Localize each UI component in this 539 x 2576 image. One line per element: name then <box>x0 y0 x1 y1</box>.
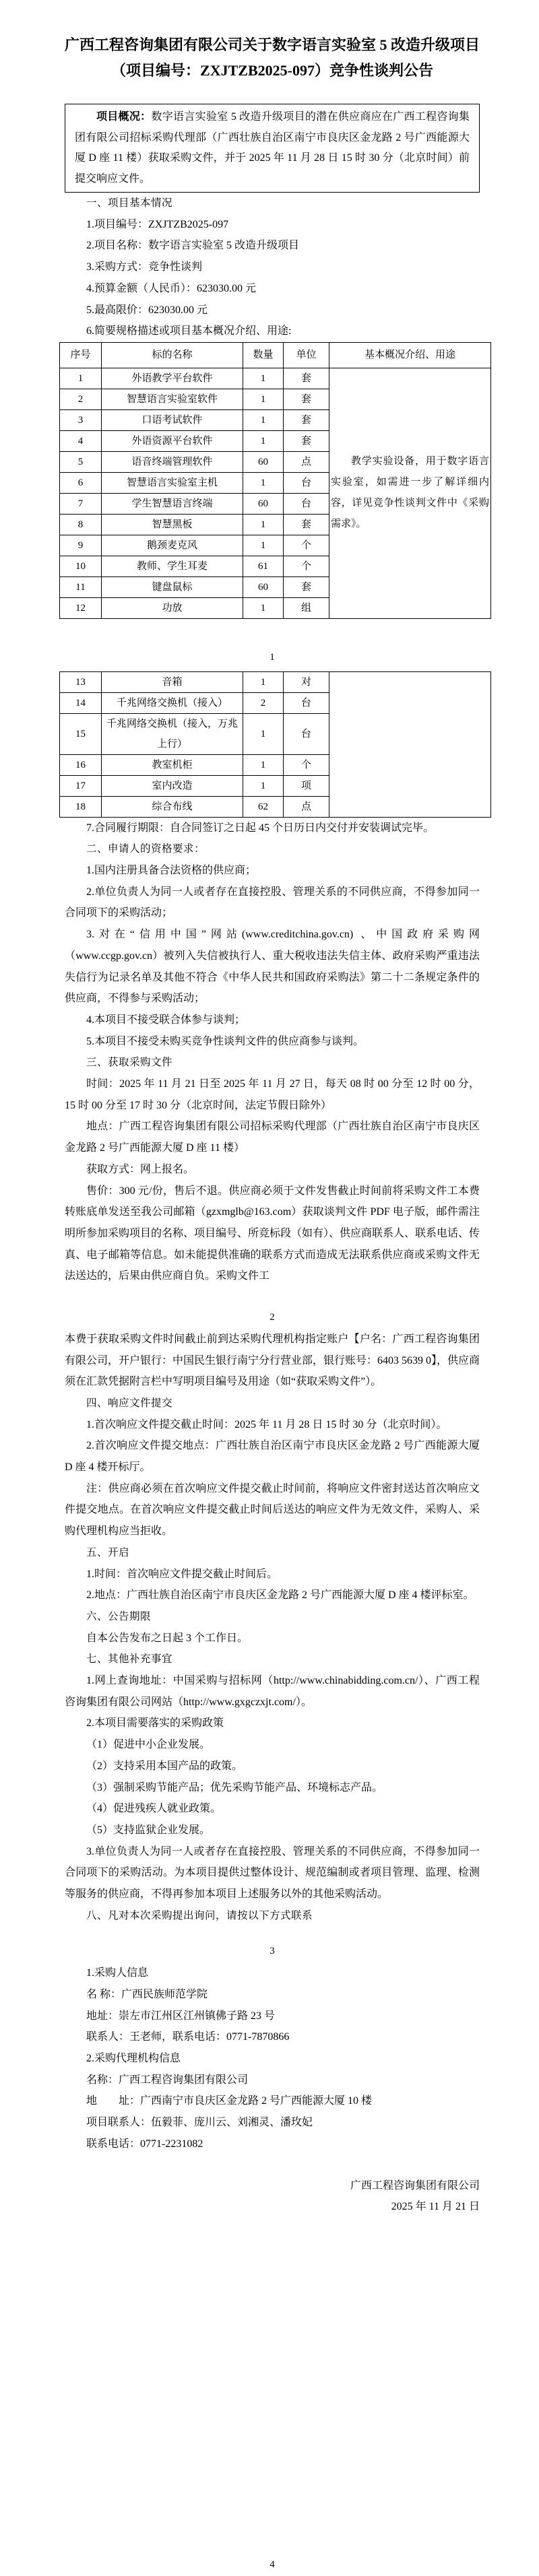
cell-unit: 个 <box>284 556 329 576</box>
cell-unit: 套 <box>284 430 329 451</box>
goods-table-part1 <box>59 342 491 619</box>
section-basic-info <box>65 193 480 342</box>
paragraph: 2.首次响应文件提交地点：广西壮族自治区南宁市良庆区金龙路 2 号广西能源大厦 D 座 4 楼开标厅。 <box>65 1440 480 1474</box>
paragraph: 2.地点：广西壮族自治区南宁市良庆区金龙路 2 号广西能源大厦 D 座 4 楼评标室。 <box>86 1589 474 1601</box>
cell-index: 7 <box>60 493 102 514</box>
cell-quantity: 1 <box>243 389 284 409</box>
goods-row <box>60 671 491 692</box>
cell-unit: 点 <box>284 451 329 472</box>
cell-quantity: 1 <box>243 671 284 692</box>
cell-unit: 项 <box>284 775 329 796</box>
overview-label: 项目概况： <box>96 111 152 123</box>
goods-row <box>60 368 491 389</box>
cell-item-name: 智慧语言实验室软件 <box>102 389 243 409</box>
section-contacts <box>65 1962 480 2154</box>
cell-item-name: 学生智慧语言终端 <box>102 493 243 514</box>
cell-item-name: 教室机柜 <box>102 754 243 775</box>
cell-quantity: 60 <box>243 576 284 597</box>
doc-title-line2: （项目编号：ZXJTZB2025-097）竞争性谈判公告 <box>111 62 433 79</box>
cell-unit: 对 <box>284 671 329 692</box>
section-submission-and-others <box>65 1329 480 1927</box>
paragraph: 4.预算金额（人民币）：623030.00 元 <box>86 282 257 294</box>
cell-quantity: 1 <box>243 368 284 389</box>
cell-index: 18 <box>60 796 102 817</box>
col-header-item-name: 标的名称 <box>102 342 243 368</box>
section-heading: 八、凡对本次采购提出询问，请按以下方式联系 <box>86 1909 313 1921</box>
paragraph: （4）促进残疾人就业政策。 <box>86 1803 222 1815</box>
cell-quantity: 1 <box>243 597 284 618</box>
cell-item-name: 智慧黑板 <box>102 514 243 535</box>
cell-quantity: 1 <box>243 514 284 535</box>
signature-block <box>65 2175 480 2218</box>
goods-table-header-row <box>60 342 491 368</box>
paragraph: 项目联系人：伍毅菲、庞川云、刘湘灵、潘玫妃 <box>86 2117 313 2129</box>
section-qualification-and-obtain <box>65 818 480 1287</box>
cell-index: 17 <box>60 775 102 796</box>
paragraph: （2）支持采用本国产品的政策。 <box>86 1760 243 1772</box>
cell-item-name: 综合布线 <box>102 796 243 817</box>
section-heading: 六、公告期限 <box>86 1610 152 1622</box>
paragraph: 1.项目编号：ZXJTZB2025-097 <box>86 218 229 230</box>
cell-unit: 套 <box>284 576 329 597</box>
paragraph: 地 址：广西南宁市良庆区金龙路 2 号广西能源大厦 10 楼 <box>86 2095 373 2107</box>
cell-index: 9 <box>60 535 102 556</box>
paragraph: 联系人：王老师，联系电话：0771-7870866 <box>86 2031 290 2043</box>
cell-item-name: 鹅颈麦克风 <box>102 535 243 556</box>
paragraph: 获取方式：网上报名。 <box>86 1163 195 1175</box>
cell-unit: 台 <box>284 472 329 493</box>
paragraph: （1）促进中小企业发展。 <box>86 1739 211 1751</box>
col-header-index: 序号 <box>60 342 102 368</box>
paragraph: 1.首次响应文件提交截止时间：2025 年 11 月 28 日 15 时 30 分（北京时间）。 <box>86 1418 447 1430</box>
cell-index: 5 <box>60 451 102 472</box>
cell-quantity: 2 <box>243 692 284 713</box>
cell-item-name: 口语考试软件 <box>102 409 243 430</box>
paragraph: 4.本项目不接受联合体参与谈判； <box>86 1014 246 1026</box>
section-heading: 三、获取采购文件 <box>86 1057 173 1069</box>
cell-index: 15 <box>60 713 102 754</box>
paragraph: 名 称：广西民族师范学院 <box>86 1988 208 2000</box>
paragraph: 2.采购代理机构信息 <box>86 2053 181 2064</box>
cell-index: 14 <box>60 692 102 713</box>
cell-index: 4 <box>60 430 102 451</box>
cell-quantity: 1 <box>243 535 284 556</box>
cell-quantity: 60 <box>243 451 284 472</box>
cell-item-name: 音箱 <box>102 671 243 692</box>
paragraph: 本费于获取采购文件时间截止前到达采购代理机构指定账户【户名：广西工程咨询集团有限公司，开户银行：中国民生银行南宁分行营业部，银行账号：6403 5639 0】，供应商须在汇款凭据附言栏中写明项目编号及用途（如“获取采购文件”）。 <box>65 1333 480 1388</box>
cell-item-name: 语音终端管理软件 <box>102 451 243 472</box>
paragraph: 2.单位负责人为同一人或者存在直接控股、管理关系的不同供应商，不得参加同一合同项下的采购活动； <box>65 886 480 919</box>
cell-quantity: 1 <box>243 472 284 493</box>
section-heading: 一、项目基本情况 <box>86 197 173 209</box>
cell-item-name: 键盘鼠标 <box>102 576 243 597</box>
cell-unit: 套 <box>284 389 329 409</box>
paragraph: 3.采购方式：竞争性谈判 <box>86 261 203 273</box>
paragraph: 1.网上查询地址：中国采购与招标网（http://www.chinabidding.com.cn/）、广西工程咨询集团有限公司网站（http://www.gxgczxjt.com/）。 <box>65 1675 480 1708</box>
paragraph: 地点：广西工程咨询集团有限公司招标采购代理部（广西壮族自治区南宁市良庆区金龙路 2 号广西能源大厦 D 座 11 楼） <box>65 1121 480 1154</box>
paragraph: 3.单位负责人为同一人或者存在直接控股、管理关系的不同供应商，不得参加同一合同项下的采购活动。为本项目提供过整体设计、规范编制或者项目管理、监理、检测等服务的供应商，不得再参加本项目上述服务以外的其他采购活动。 <box>65 1845 480 1901</box>
paragraph: 注：供应商必须在首次响应文件提交截止时间前，将响应文件密封送达首次响应文件提交地点。在首次响应文件提交截止时间后送达的响应文件为无效文件，采购人、采购代理机构应当拒收。 <box>65 1482 480 1538</box>
cell-index: 11 <box>60 576 102 597</box>
cell-index: 2 <box>60 389 102 409</box>
page-number-2: 2 <box>270 1312 275 1323</box>
paragraph: 地址：崇左市江州区江州镇佛子路 23 号 <box>86 2010 276 2022</box>
paragraph: 5.最高限价：623030.00 元 <box>86 304 208 316</box>
paragraph: 售价：300 元/份，售后不退。供应商必须于文件发售截止时间前将采购文件工本费转账底单发送至我公司邮箱（gzxmglb@163.com）获取谈判文件 PDF 电子版，邮件需注明所参加采购项目的名称、项目编号、所竞标段（如有）、供应商联系人、联系电话、传真、电子邮箱等信息。如未能提供准确的联系方式而造成无法联系供应商或采购文件无法送达的，后果由供应商自负。采购文件工 <box>65 1185 480 1282</box>
cell-quantity: 60 <box>243 493 284 514</box>
cell-index: 8 <box>60 514 102 535</box>
paragraph: 时间：2025 年 11 月 21 日至 2025 年 11 月 27 日，每天 08 时 00 分至 12 时 00 分，15 时 00 分至 17 时 30 分（北京时间，法定节假日除外） <box>65 1078 480 1111</box>
page-number-1: 1 <box>270 651 275 663</box>
cell-unit: 组 <box>284 597 329 618</box>
cell-item-name: 外语资源平台软件 <box>102 430 243 451</box>
cell-unit: 个 <box>284 535 329 556</box>
paragraph: 1.采购人信息 <box>86 1967 149 1979</box>
paragraph: 6.简要规格描述或项目基本概况介绍、用途: <box>86 325 292 337</box>
cell-index: 3 <box>60 409 102 430</box>
paragraph: （5）支持监狱企业发展。 <box>86 1824 211 1836</box>
cell-item-name: 千兆网络交换机（接入） <box>102 692 243 713</box>
paragraph: 5.本项目不接受未购买竞争性谈判文件的供应商参与谈判。 <box>86 1035 364 1047</box>
project-overview-box <box>65 104 480 193</box>
cell-item-name: 功放 <box>102 597 243 618</box>
col-header-description: 基本概况介绍、用途 <box>329 342 491 368</box>
paragraph: 名称：广西工程咨询集团有限公司 <box>86 2074 249 2086</box>
cell-quantity: 61 <box>243 556 284 576</box>
cell-unit: 套 <box>284 368 329 389</box>
cell-item-name: 教师、学生耳麦 <box>102 556 243 576</box>
goods-description-text: 教学实验设备，用于数字语言实验室，如需进一步了解详细内容，详见竞争性谈判文件中《采购需求》。 <box>331 456 489 530</box>
cell-unit: 台 <box>284 713 329 754</box>
paragraph: 3.对在“信用中国”网站(www.creditchina.gov.cn) 、中国政府采购网（www.ccgp.gov.cn）被列入失信被执行人、重大税收违法失信主体、政府采购严重违法失信行为记录名单及其他不符合《中华人民共和国政府采购法》第二十二条规定条件的供应商，不得参与采购活动； <box>65 929 480 1005</box>
cell-index: 16 <box>60 754 102 775</box>
cell-index: 12 <box>60 597 102 618</box>
cell-quantity: 1 <box>243 409 284 430</box>
goods-description-cell <box>329 368 491 618</box>
paragraph: （3）强制采购节能产品；优先采购节能产品、环境标志产品。 <box>86 1781 383 1793</box>
section-heading: 五、开启 <box>86 1546 130 1558</box>
paragraph: 7.合同履行期限：自合同签订之日起 45 个日历日内交付并安装调试完毕。 <box>86 822 435 834</box>
cell-unit: 套 <box>284 514 329 535</box>
signature-date: 2025 年 11 月 21 日 <box>391 2201 480 2213</box>
overview-body: 数字语言实验室 5 改造升级项目的潜在供应商应在广西工程咨询集团有限公司招标采购代理部（广西壮族自治区南宁市良庆区金龙路 2 号广西能源大厦 D 座 11 楼）获取采购文件，并于 2025 年 11 月 28 日 15 时 30 分（北京时间）前提交响应文件。 <box>75 111 470 185</box>
cell-quantity: 1 <box>243 430 284 451</box>
signature-company: 广西工程咨询集团有限公司 <box>350 2179 480 2191</box>
paragraph: 1.国内注册具备合法资格的供应商； <box>86 865 257 877</box>
cell-index: 6 <box>60 472 102 493</box>
page-number-3: 3 <box>270 1946 275 1957</box>
cell-item-name: 千兆网络交换机（接入，万兆上行） <box>102 713 243 754</box>
paragraph: 2.本项目需要落实的采购政策 <box>86 1717 224 1729</box>
cell-index: 10 <box>60 556 102 576</box>
paragraph: 自本公告发布之日起 3 个工作日。 <box>86 1632 249 1644</box>
project-overview-text <box>75 107 470 189</box>
cell-quantity: 1 <box>243 713 284 754</box>
paragraph: 联系电话：0771-2231082 <box>86 2138 203 2150</box>
paragraph: 2.项目名称：数字语言实验室 5 改造升级项目 <box>86 240 300 252</box>
goods-table-part2 <box>59 671 491 818</box>
cell-index: 13 <box>60 671 102 692</box>
page-number-4: 4 <box>270 2558 275 2570</box>
cell-item-name: 智慧语言实验室主机 <box>102 472 243 493</box>
paragraph: 1.时间：首次响应文件提交截止时间后。 <box>86 1568 278 1580</box>
doc-title <box>65 0 480 84</box>
doc-title-line1: 广西工程咨询集团有限公司关于数字语言实验室 5 改造升级项目 <box>65 36 480 53</box>
section-heading: 七、其他补充事宜 <box>86 1653 173 1665</box>
col-header-unit: 单位 <box>284 342 329 368</box>
section-heading: 二、申请人的资格要求： <box>86 843 205 855</box>
cell-unit: 点 <box>284 796 329 817</box>
cell-item-name: 室内改造 <box>102 775 243 796</box>
cell-unit: 台 <box>284 692 329 713</box>
col-header-quantity: 数量 <box>243 342 284 368</box>
goods-description-cell <box>329 671 491 817</box>
cell-unit: 个 <box>284 754 329 775</box>
cell-unit: 套 <box>284 409 329 430</box>
cell-quantity: 1 <box>243 775 284 796</box>
cell-index: 1 <box>60 368 102 389</box>
cell-quantity: 62 <box>243 796 284 817</box>
cell-item-name: 外语教学平台软件 <box>102 368 243 389</box>
section-heading: 四、响应文件提交 <box>86 1397 173 1409</box>
cell-unit: 台 <box>284 493 329 514</box>
cell-quantity: 1 <box>243 754 284 775</box>
